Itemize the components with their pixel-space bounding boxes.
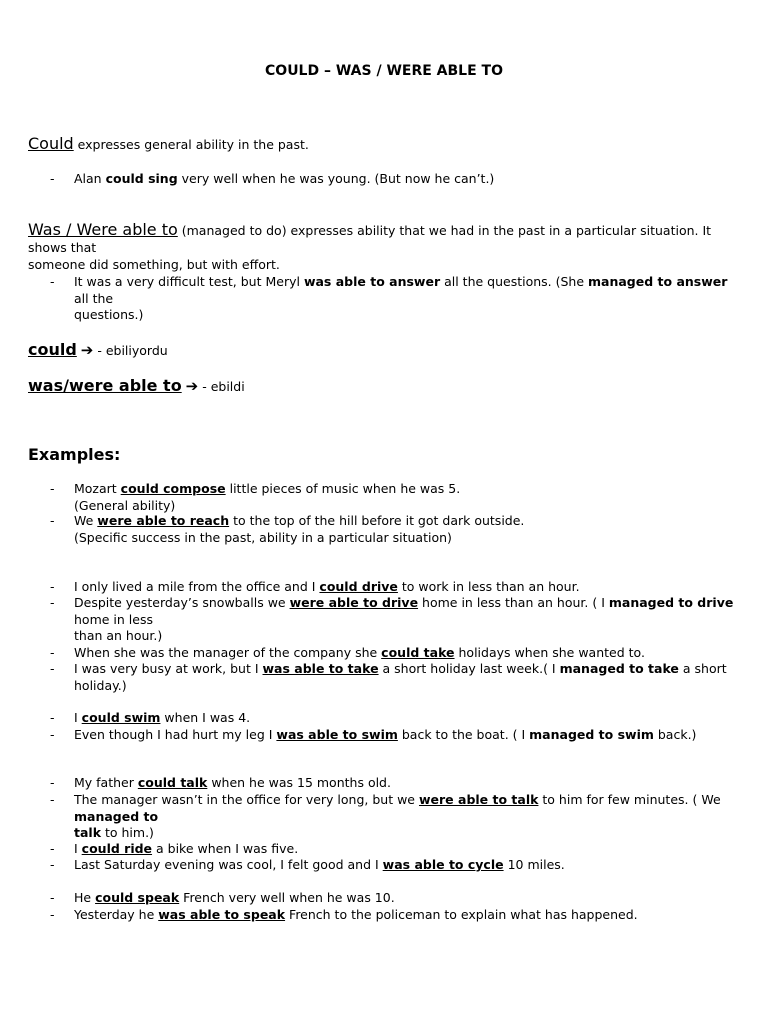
list-dash: - [50,857,55,872]
item-text: a short holiday.) [74,661,727,693]
item-text: little pieces of music when he was 5. [225,481,461,496]
item-bold: could swim [81,710,161,725]
list-item [74,841,744,858]
definition-text: (managed to do) expresses ability that we had in the past in a particular situation. It shows that [28,223,712,255]
item-bold: managed to drive [608,595,734,610]
item-text: home in less than an hour. ( I [418,595,609,610]
item-text: all the [74,290,114,306]
arrow-right-icon: ➔ [80,341,94,359]
item-bold: talk [74,825,102,840]
item-bold: managed to swim [529,727,654,742]
item-text: My father [74,775,138,790]
list-dash: - [50,841,55,856]
item-text: to work in less than an hour. [397,579,580,594]
list-dash: - [50,890,55,905]
item-text: Yesterday he [74,907,159,922]
list-dash: - [50,727,55,742]
item-text: I only lived a mile from the office and I [74,579,320,594]
item-text: French very well when he was 10. [179,890,395,905]
definition-text: someone did something, but with effort. [28,257,280,272]
item-text: Despite yesterday’s snowballs we [74,595,290,610]
item-bold: could talk [137,775,208,790]
translation-meaning: - ebiliyordu [93,343,168,358]
list-dash: - [50,579,55,594]
item-bold: were able to reach [97,513,230,528]
item-bold: could ride [81,841,153,856]
item-bold: could drive [319,579,398,594]
translation-term: could [28,340,77,359]
translation-meaning: - ebildi [198,379,245,394]
item-text: I was very busy at work, but I [74,661,263,676]
item-bold: was able to swim [276,727,398,742]
item-text: Mozart [74,481,121,496]
item-text: questions.) [74,307,144,322]
item-bold: were able to drive [289,595,419,610]
item-text: Last Saturday evening was cool, I felt good and I [74,857,383,872]
item-text: very well when he was young. (But now he can’t.) [177,171,495,186]
item-text: I [74,841,82,856]
item-bold: was able to take [262,661,379,676]
item-text: 10 miles. [503,857,565,872]
item-text: than an hour.) [74,628,163,643]
translation-term: was/were able to [28,376,182,395]
item-bold: could compose [120,481,226,496]
item-bold: managed to take [559,661,679,676]
list-item [74,727,744,744]
list-item [74,775,744,792]
item-text: We [74,513,98,528]
item-text: back.) [653,727,697,742]
list-dash: - [50,595,55,610]
item-text: He [74,890,96,905]
item-note: (Specific success in the past, ability in a particular situation) [74,529,452,545]
was-able-definition [28,221,738,273]
item-bold: could speak [95,890,180,905]
item-note: (General ability) [74,497,176,513]
examples-heading: Examples: [28,445,121,464]
item-bold: could sing [105,171,178,186]
was-able-heading: Was / Were able to [28,220,178,239]
item-bold: was able to answer [303,274,441,289]
list-dash: - [50,775,55,790]
item-text: The manager wasn’t in the office for very long, but we [74,792,419,807]
item-bold: could take [381,645,455,660]
list-item [74,274,744,324]
item-text: to him.) [101,825,154,840]
item-text: When she was the manager of the company she [74,645,382,660]
item-text: all the questions. (She [440,274,589,289]
translation-could [28,340,168,359]
list-item [74,595,744,645]
item-text: a short holiday last week.( I [378,661,560,676]
list-item [74,661,744,694]
item-text: to him for few minutes. ( We [538,792,721,807]
item-text: when I was 4. [160,710,251,725]
could-definition [28,135,738,153]
list-item [74,792,744,842]
could-definition-text: expresses general ability in the past. [73,137,309,152]
item-text: to the top of the hill before it got dark outside. [229,513,525,528]
list-dash: - [50,792,55,807]
could-heading: Could [28,134,74,153]
item-bold: was able to cycle [382,857,504,872]
item-text: back to the boat. ( I [397,727,530,742]
page-title: COULD – WAS / WERE ABLE TO [265,63,503,79]
list-dash: - [50,274,55,289]
list-item [74,579,744,596]
list-dash: - [50,645,55,660]
list-item [74,907,744,924]
list-dash: - [50,907,55,922]
list-item [74,481,744,514]
list-dash: - [50,513,55,528]
item-text: Even though I had hurt my leg I [74,727,277,742]
list-dash: - [50,661,55,676]
item-text: French to the policeman to explain what has happened. [285,907,638,922]
item-bold: was able to speak [158,907,286,922]
item-text: Alan [74,171,106,186]
list-item [74,645,744,662]
list-item [74,513,744,546]
list-item [74,171,744,188]
list-dash: - [50,481,55,496]
list-item [74,857,744,874]
item-text: holidays when she wanted to. [454,645,645,660]
item-text: It was a very difficult test, but Meryl [74,274,304,289]
list-dash: - [50,171,55,186]
item-text: home in less [74,611,153,627]
item-text: I [74,710,82,725]
translation-was-able [28,376,245,395]
list-item [74,710,744,727]
item-bold: were able to talk [418,792,539,807]
item-bold: managed to [74,808,159,824]
arrow-right-icon: ➔ [185,377,199,395]
list-dash: - [50,710,55,725]
item-text: when he was 15 months old. [207,775,391,790]
item-bold: managed to answer [588,274,728,289]
item-text: a bike when I was five. [152,841,299,856]
list-item [74,890,744,907]
